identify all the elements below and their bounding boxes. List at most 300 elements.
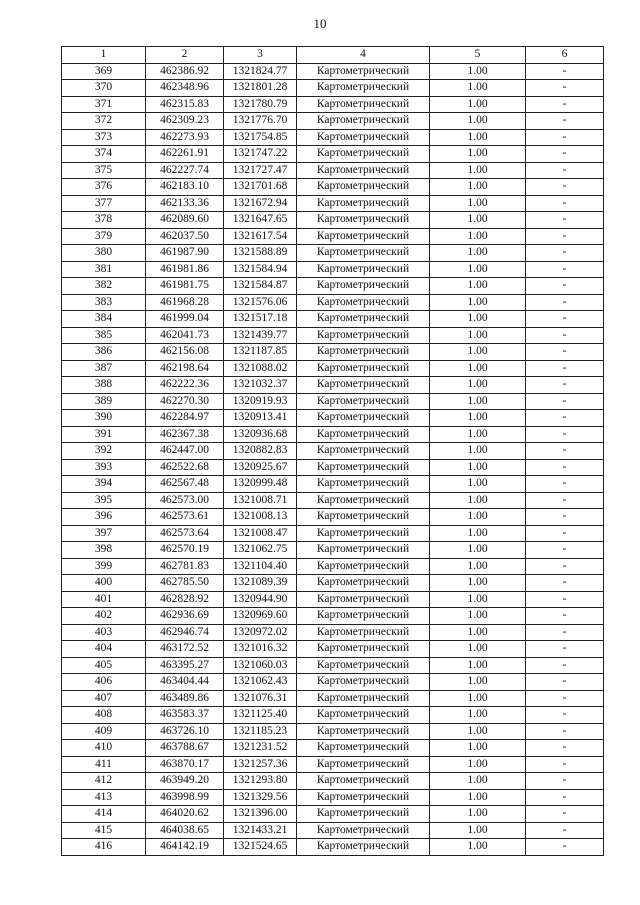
accuracy-cell: 1.00 bbox=[430, 525, 526, 542]
x-coordinate-cell: 462936.69 bbox=[146, 608, 224, 625]
method-cell: Картометрический bbox=[297, 360, 430, 377]
x-coordinate-cell: 462270.30 bbox=[146, 393, 224, 410]
point-number-cell: 401 bbox=[62, 591, 146, 608]
y-coordinate-cell: 1321293.80 bbox=[224, 773, 297, 790]
point-number-cell: 389 bbox=[62, 393, 146, 410]
method-cell: Картометрический bbox=[297, 344, 430, 361]
table-row bbox=[62, 608, 604, 625]
table-row bbox=[62, 410, 604, 427]
note-cell: - bbox=[526, 80, 604, 97]
method-cell: Картометрический bbox=[297, 129, 430, 146]
accuracy-cell: 1.00 bbox=[430, 624, 526, 641]
y-coordinate-cell: 1321016.32 bbox=[224, 641, 297, 658]
note-cell: - bbox=[526, 410, 604, 427]
point-number-cell: 396 bbox=[62, 509, 146, 526]
method-cell: Картометрический bbox=[297, 641, 430, 658]
point-number-cell: 409 bbox=[62, 723, 146, 740]
accuracy-cell: 1.00 bbox=[430, 146, 526, 163]
y-coordinate-cell: 1321776.70 bbox=[224, 113, 297, 130]
x-coordinate-cell: 461999.04 bbox=[146, 311, 224, 328]
x-coordinate-cell: 462261.91 bbox=[146, 146, 224, 163]
note-cell: - bbox=[526, 806, 604, 823]
x-coordinate-cell: 462447.00 bbox=[146, 443, 224, 460]
x-coordinate-cell: 462156.08 bbox=[146, 344, 224, 361]
y-coordinate-cell: 1320882.83 bbox=[224, 443, 297, 460]
note-cell: - bbox=[526, 641, 604, 658]
x-coordinate-cell: 462041.73 bbox=[146, 327, 224, 344]
note-cell: - bbox=[526, 162, 604, 179]
note-cell: - bbox=[526, 509, 604, 526]
point-number-cell: 378 bbox=[62, 212, 146, 229]
x-coordinate-cell: 463870.17 bbox=[146, 756, 224, 773]
method-cell: Картометрический bbox=[297, 113, 430, 130]
accuracy-cell: 1.00 bbox=[430, 294, 526, 311]
note-cell: - bbox=[526, 822, 604, 839]
y-coordinate-cell: 1321824.77 bbox=[224, 63, 297, 80]
y-coordinate-cell: 1321104.40 bbox=[224, 558, 297, 575]
point-number-cell: 383 bbox=[62, 294, 146, 311]
note-cell: - bbox=[526, 839, 604, 856]
table-row bbox=[62, 707, 604, 724]
table-row bbox=[62, 558, 604, 575]
table-row bbox=[62, 278, 604, 295]
x-coordinate-cell: 463489.86 bbox=[146, 690, 224, 707]
table-row bbox=[62, 674, 604, 691]
method-cell: Картометрический bbox=[297, 327, 430, 344]
x-coordinate-cell: 461987.90 bbox=[146, 245, 224, 262]
point-number-cell: 394 bbox=[62, 476, 146, 493]
y-coordinate-cell: 1320999.48 bbox=[224, 476, 297, 493]
point-number-cell: 381 bbox=[62, 261, 146, 278]
note-cell: - bbox=[526, 311, 604, 328]
point-number-cell: 406 bbox=[62, 674, 146, 691]
x-coordinate-cell: 464142.19 bbox=[146, 839, 224, 856]
method-cell: Картометрический bbox=[297, 707, 430, 724]
point-number-cell: 373 bbox=[62, 129, 146, 146]
accuracy-cell: 1.00 bbox=[430, 393, 526, 410]
point-number-cell: 399 bbox=[62, 558, 146, 575]
x-coordinate-cell: 462273.93 bbox=[146, 129, 224, 146]
y-coordinate-cell: 1320925.67 bbox=[224, 459, 297, 476]
y-coordinate-cell: 1321008.71 bbox=[224, 492, 297, 509]
x-coordinate-cell: 462315.83 bbox=[146, 96, 224, 113]
point-number-cell: 391 bbox=[62, 426, 146, 443]
accuracy-cell: 1.00 bbox=[430, 575, 526, 592]
y-coordinate-cell: 1321617.54 bbox=[224, 228, 297, 245]
note-cell: - bbox=[526, 113, 604, 130]
note-cell: - bbox=[526, 575, 604, 592]
x-coordinate-cell: 462573.61 bbox=[146, 509, 224, 526]
note-cell: - bbox=[526, 723, 604, 740]
table-row bbox=[62, 63, 604, 80]
table-row bbox=[62, 80, 604, 97]
table-row bbox=[62, 195, 604, 212]
y-coordinate-cell: 1320913.41 bbox=[224, 410, 297, 427]
point-number-cell: 390 bbox=[62, 410, 146, 427]
y-coordinate-cell: 1321584.94 bbox=[224, 261, 297, 278]
y-coordinate-cell: 1320969.60 bbox=[224, 608, 297, 625]
x-coordinate-cell: 462573.64 bbox=[146, 525, 224, 542]
x-coordinate-cell: 462198.64 bbox=[146, 360, 224, 377]
point-number-cell: 407 bbox=[62, 690, 146, 707]
accuracy-cell: 1.00 bbox=[430, 591, 526, 608]
x-coordinate-cell: 462183.10 bbox=[146, 179, 224, 196]
table-row bbox=[62, 129, 604, 146]
x-coordinate-cell: 463949.20 bbox=[146, 773, 224, 790]
note-cell: - bbox=[526, 690, 604, 707]
note-cell: - bbox=[526, 327, 604, 344]
x-coordinate-cell: 461968.28 bbox=[146, 294, 224, 311]
y-coordinate-cell: 1321231.52 bbox=[224, 740, 297, 757]
y-coordinate-cell: 1321439.77 bbox=[224, 327, 297, 344]
point-number-cell: 382 bbox=[62, 278, 146, 295]
accuracy-cell: 1.00 bbox=[430, 80, 526, 97]
x-coordinate-cell: 463395.27 bbox=[146, 657, 224, 674]
note-cell: - bbox=[526, 129, 604, 146]
point-number-cell: 404 bbox=[62, 641, 146, 658]
table-row bbox=[62, 393, 604, 410]
table-row bbox=[62, 839, 604, 856]
accuracy-cell: 1.00 bbox=[430, 278, 526, 295]
method-cell: Картометрический bbox=[297, 80, 430, 97]
y-coordinate-cell: 1321008.47 bbox=[224, 525, 297, 542]
method-cell: Картометрический bbox=[297, 674, 430, 691]
y-coordinate-cell: 1321062.75 bbox=[224, 542, 297, 559]
x-coordinate-cell: 463404.44 bbox=[146, 674, 224, 691]
y-coordinate-cell: 1321576.06 bbox=[224, 294, 297, 311]
note-cell: - bbox=[526, 377, 604, 394]
note-cell: - bbox=[526, 674, 604, 691]
y-coordinate-cell: 1321780.79 bbox=[224, 96, 297, 113]
point-number-cell: 375 bbox=[62, 162, 146, 179]
point-number-cell: 385 bbox=[62, 327, 146, 344]
method-cell: Картометрический bbox=[297, 278, 430, 295]
note-cell: - bbox=[526, 195, 604, 212]
x-coordinate-cell: 462133.36 bbox=[146, 195, 224, 212]
method-cell: Картометрический bbox=[297, 740, 430, 757]
table-row bbox=[62, 360, 604, 377]
note-cell: - bbox=[526, 591, 604, 608]
note-cell: - bbox=[526, 476, 604, 493]
column-header: 5 bbox=[430, 47, 526, 64]
x-coordinate-cell: 462785.50 bbox=[146, 575, 224, 592]
coordinates-table bbox=[61, 46, 604, 856]
y-coordinate-cell: 1321588.89 bbox=[224, 245, 297, 262]
note-cell: - bbox=[526, 657, 604, 674]
y-coordinate-cell: 1321672.94 bbox=[224, 195, 297, 212]
x-coordinate-cell: 462828.92 bbox=[146, 591, 224, 608]
method-cell: Картометрический bbox=[297, 575, 430, 592]
accuracy-cell: 1.00 bbox=[430, 756, 526, 773]
method-cell: Картометрический bbox=[297, 393, 430, 410]
note-cell: - bbox=[526, 228, 604, 245]
column-header: 2 bbox=[146, 47, 224, 64]
table-row bbox=[62, 179, 604, 196]
table-header bbox=[62, 47, 604, 64]
x-coordinate-cell: 462367.38 bbox=[146, 426, 224, 443]
y-coordinate-cell: 1321089.39 bbox=[224, 575, 297, 592]
y-coordinate-cell: 1320936.68 bbox=[224, 426, 297, 443]
accuracy-cell: 1.00 bbox=[430, 162, 526, 179]
x-coordinate-cell: 461981.75 bbox=[146, 278, 224, 295]
note-cell: - bbox=[526, 360, 604, 377]
x-coordinate-cell: 462567.48 bbox=[146, 476, 224, 493]
note-cell: - bbox=[526, 63, 604, 80]
table-row bbox=[62, 261, 604, 278]
accuracy-cell: 1.00 bbox=[430, 641, 526, 658]
y-coordinate-cell: 1320944.90 bbox=[224, 591, 297, 608]
accuracy-cell: 1.00 bbox=[430, 426, 526, 443]
y-coordinate-cell: 1320972.02 bbox=[224, 624, 297, 641]
table-row bbox=[62, 476, 604, 493]
note-cell: - bbox=[526, 624, 604, 641]
table-row bbox=[62, 344, 604, 361]
note-cell: - bbox=[526, 789, 604, 806]
x-coordinate-cell: 462284.97 bbox=[146, 410, 224, 427]
y-coordinate-cell: 1321032.37 bbox=[224, 377, 297, 394]
note-cell: - bbox=[526, 773, 604, 790]
method-cell: Картометрический bbox=[297, 723, 430, 740]
point-number-cell: 372 bbox=[62, 113, 146, 130]
table-row bbox=[62, 228, 604, 245]
table-body bbox=[62, 63, 604, 855]
y-coordinate-cell: 1321060.03 bbox=[224, 657, 297, 674]
method-cell: Картометрический bbox=[297, 773, 430, 790]
x-coordinate-cell: 462348.96 bbox=[146, 80, 224, 97]
y-coordinate-cell: 1321329.56 bbox=[224, 789, 297, 806]
accuracy-cell: 1.00 bbox=[430, 558, 526, 575]
note-cell: - bbox=[526, 707, 604, 724]
note-cell: - bbox=[526, 294, 604, 311]
note-cell: - bbox=[526, 261, 604, 278]
note-cell: - bbox=[526, 443, 604, 460]
table-row bbox=[62, 657, 604, 674]
table-row bbox=[62, 542, 604, 559]
method-cell: Картометрический bbox=[297, 476, 430, 493]
method-cell: Картометрический bbox=[297, 756, 430, 773]
column-header: 6 bbox=[526, 47, 604, 64]
accuracy-cell: 1.00 bbox=[430, 228, 526, 245]
point-number-cell: 398 bbox=[62, 542, 146, 559]
y-coordinate-cell: 1321754.85 bbox=[224, 129, 297, 146]
point-number-cell: 413 bbox=[62, 789, 146, 806]
x-coordinate-cell: 462522.68 bbox=[146, 459, 224, 476]
table-row bbox=[62, 294, 604, 311]
method-cell: Картометрический bbox=[297, 608, 430, 625]
method-cell: Картометрический bbox=[297, 591, 430, 608]
x-coordinate-cell: 462222.36 bbox=[146, 377, 224, 394]
accuracy-cell: 1.00 bbox=[430, 311, 526, 328]
y-coordinate-cell: 1321257.36 bbox=[224, 756, 297, 773]
accuracy-cell: 1.00 bbox=[430, 509, 526, 526]
method-cell: Картометрический bbox=[297, 146, 430, 163]
accuracy-cell: 1.00 bbox=[430, 806, 526, 823]
point-number-cell: 395 bbox=[62, 492, 146, 509]
column-header: 1 bbox=[62, 47, 146, 64]
table-row bbox=[62, 789, 604, 806]
accuracy-cell: 1.00 bbox=[430, 377, 526, 394]
point-number-cell: 408 bbox=[62, 707, 146, 724]
point-number-cell: 403 bbox=[62, 624, 146, 641]
point-number-cell: 380 bbox=[62, 245, 146, 262]
y-coordinate-cell: 1321747.22 bbox=[224, 146, 297, 163]
y-coordinate-cell: 1321187.85 bbox=[224, 344, 297, 361]
method-cell: Картометрический bbox=[297, 839, 430, 856]
accuracy-cell: 1.00 bbox=[430, 113, 526, 130]
x-coordinate-cell: 462573.00 bbox=[146, 492, 224, 509]
note-cell: - bbox=[526, 245, 604, 262]
x-coordinate-cell: 463788.67 bbox=[146, 740, 224, 757]
note-cell: - bbox=[526, 212, 604, 229]
accuracy-cell: 1.00 bbox=[430, 492, 526, 509]
method-cell: Картометрический bbox=[297, 492, 430, 509]
table-row bbox=[62, 311, 604, 328]
method-cell: Картометрический bbox=[297, 245, 430, 262]
table-row bbox=[62, 377, 604, 394]
table-row bbox=[62, 773, 604, 790]
accuracy-cell: 1.00 bbox=[430, 96, 526, 113]
x-coordinate-cell: 462781.83 bbox=[146, 558, 224, 575]
accuracy-cell: 1.00 bbox=[430, 129, 526, 146]
accuracy-cell: 1.00 bbox=[430, 476, 526, 493]
method-cell: Картометрический bbox=[297, 624, 430, 641]
accuracy-cell: 1.00 bbox=[430, 707, 526, 724]
accuracy-cell: 1.00 bbox=[430, 822, 526, 839]
method-cell: Картометрический bbox=[297, 96, 430, 113]
accuracy-cell: 1.00 bbox=[430, 245, 526, 262]
point-number-cell: 370 bbox=[62, 80, 146, 97]
method-cell: Картометрический bbox=[297, 806, 430, 823]
point-number-cell: 397 bbox=[62, 525, 146, 542]
point-number-cell: 388 bbox=[62, 377, 146, 394]
y-coordinate-cell: 1321185.23 bbox=[224, 723, 297, 740]
table-row bbox=[62, 96, 604, 113]
method-cell: Картометрический bbox=[297, 459, 430, 476]
point-number-cell: 376 bbox=[62, 179, 146, 196]
table-row bbox=[62, 822, 604, 839]
method-cell: Картометрический bbox=[297, 558, 430, 575]
point-number-cell: 369 bbox=[62, 63, 146, 80]
y-coordinate-cell: 1321727.47 bbox=[224, 162, 297, 179]
table-row bbox=[62, 212, 604, 229]
point-number-cell: 414 bbox=[62, 806, 146, 823]
x-coordinate-cell: 462386.92 bbox=[146, 63, 224, 80]
accuracy-cell: 1.00 bbox=[430, 360, 526, 377]
x-coordinate-cell: 462309.23 bbox=[146, 113, 224, 130]
method-cell: Картометрический bbox=[297, 195, 430, 212]
note-cell: - bbox=[526, 96, 604, 113]
note-cell: - bbox=[526, 393, 604, 410]
table-row bbox=[62, 245, 604, 262]
y-coordinate-cell: 1321125.40 bbox=[224, 707, 297, 724]
accuracy-cell: 1.00 bbox=[430, 740, 526, 757]
point-number-cell: 374 bbox=[62, 146, 146, 163]
note-cell: - bbox=[526, 542, 604, 559]
method-cell: Картометрический bbox=[297, 294, 430, 311]
x-coordinate-cell: 462227.74 bbox=[146, 162, 224, 179]
note-cell: - bbox=[526, 426, 604, 443]
accuracy-cell: 1.00 bbox=[430, 608, 526, 625]
accuracy-cell: 1.00 bbox=[430, 657, 526, 674]
point-number-cell: 379 bbox=[62, 228, 146, 245]
accuracy-cell: 1.00 bbox=[430, 690, 526, 707]
header-row bbox=[62, 47, 604, 64]
note-cell: - bbox=[526, 459, 604, 476]
note-cell: - bbox=[526, 344, 604, 361]
x-coordinate-cell: 462089.60 bbox=[146, 212, 224, 229]
page-number: 10 bbox=[313, 16, 327, 31]
table-row bbox=[62, 509, 604, 526]
y-coordinate-cell: 1321524.65 bbox=[224, 839, 297, 856]
method-cell: Картометрический bbox=[297, 525, 430, 542]
accuracy-cell: 1.00 bbox=[430, 773, 526, 790]
note-cell: - bbox=[526, 558, 604, 575]
method-cell: Картометрический bbox=[297, 212, 430, 229]
x-coordinate-cell: 463726.10 bbox=[146, 723, 224, 740]
accuracy-cell: 1.00 bbox=[430, 344, 526, 361]
table-row bbox=[62, 740, 604, 757]
point-number-cell: 412 bbox=[62, 773, 146, 790]
y-coordinate-cell: 1321701.68 bbox=[224, 179, 297, 196]
method-cell: Картометрический bbox=[297, 410, 430, 427]
table-row bbox=[62, 723, 604, 740]
x-coordinate-cell: 462570.19 bbox=[146, 542, 224, 559]
method-cell: Картометрический bbox=[297, 822, 430, 839]
note-cell: - bbox=[526, 278, 604, 295]
y-coordinate-cell: 1321088.02 bbox=[224, 360, 297, 377]
note-cell: - bbox=[526, 146, 604, 163]
method-cell: Картометрический bbox=[297, 690, 430, 707]
x-coordinate-cell: 461981.86 bbox=[146, 261, 224, 278]
method-cell: Картометрический bbox=[297, 789, 430, 806]
accuracy-cell: 1.00 bbox=[430, 327, 526, 344]
table-row bbox=[62, 443, 604, 460]
y-coordinate-cell: 1321076.31 bbox=[224, 690, 297, 707]
accuracy-cell: 1.00 bbox=[430, 410, 526, 427]
table-row bbox=[62, 624, 604, 641]
note-cell: - bbox=[526, 525, 604, 542]
accuracy-cell: 1.00 bbox=[430, 459, 526, 476]
table-row bbox=[62, 806, 604, 823]
table-row bbox=[62, 426, 604, 443]
table-row bbox=[62, 113, 604, 130]
point-number-cell: 386 bbox=[62, 344, 146, 361]
table-row bbox=[62, 575, 604, 592]
table-row bbox=[62, 327, 604, 344]
accuracy-cell: 1.00 bbox=[430, 63, 526, 80]
point-number-cell: 411 bbox=[62, 756, 146, 773]
point-number-cell: 387 bbox=[62, 360, 146, 377]
y-coordinate-cell: 1321517.18 bbox=[224, 311, 297, 328]
y-coordinate-cell: 1321396.00 bbox=[224, 806, 297, 823]
y-coordinate-cell: 1321801.28 bbox=[224, 80, 297, 97]
accuracy-cell: 1.00 bbox=[430, 443, 526, 460]
method-cell: Картометрический bbox=[297, 63, 430, 80]
table-row bbox=[62, 525, 604, 542]
x-coordinate-cell: 463998.99 bbox=[146, 789, 224, 806]
method-cell: Картометрический bbox=[297, 657, 430, 674]
method-cell: Картометрический bbox=[297, 542, 430, 559]
point-number-cell: 400 bbox=[62, 575, 146, 592]
accuracy-cell: 1.00 bbox=[430, 674, 526, 691]
method-cell: Картометрический bbox=[297, 426, 430, 443]
note-cell: - bbox=[526, 492, 604, 509]
table-row bbox=[62, 492, 604, 509]
table-row bbox=[62, 756, 604, 773]
method-cell: Картометрический bbox=[297, 443, 430, 460]
table-row bbox=[62, 690, 604, 707]
accuracy-cell: 1.00 bbox=[430, 839, 526, 856]
